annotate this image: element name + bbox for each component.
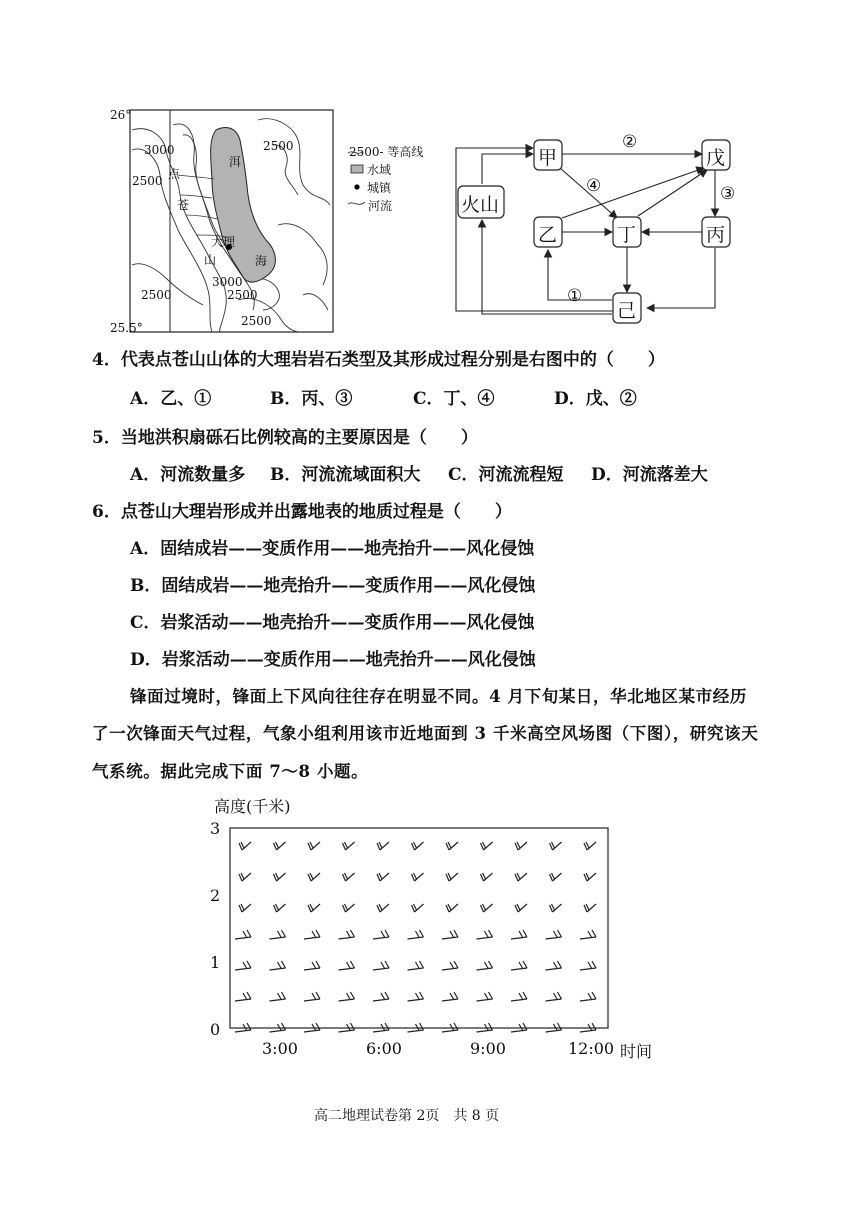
q6-option-c: C．岩浆活动——地壳抬升——变质作用——风化侵蚀 <box>130 613 535 633</box>
process-label-2: ② <box>622 132 638 152</box>
node-ji: 己 <box>617 300 637 322</box>
lat-top-label: 26° <box>110 108 132 122</box>
page-footer: 高二地理试卷第 2页 共 8 页 <box>314 1108 500 1124</box>
node-volcano: 火山 <box>461 194 500 216</box>
node-ding: 丁 <box>617 224 637 246</box>
legend-river: 河流 <box>368 199 393 213</box>
q6-option-a: A．固结成岩——变质作用——地壳抬升——风化侵蚀 <box>130 539 535 559</box>
question-4: 4．代表点苍山山体的大理岩岩石类型及其形成过程分别是右图中的（ ） <box>92 350 665 370</box>
q4-option-a: A．乙、① <box>130 389 212 409</box>
contour-label: 2500 <box>227 288 258 302</box>
place-label: 大理 <box>211 235 236 249</box>
contour-label: 3000 <box>144 143 175 157</box>
y-tick: 3 <box>210 819 221 838</box>
y-tick: 2 <box>210 886 221 905</box>
cycle-arrows <box>456 148 715 314</box>
wind-svg <box>206 792 676 1062</box>
q4-option-b: B．丙、③ <box>270 389 353 409</box>
q6-option-d: D．岩浆活动——变质作用——地壳抬升——风化侵蚀 <box>130 650 536 670</box>
place-label: 海 <box>255 254 268 268</box>
x-tick: 9:00 <box>470 1039 506 1058</box>
node-wu: 戊 <box>706 147 726 169</box>
passage-line-3: 气系统。据此完成下面 7～8 小题。 <box>92 762 369 781</box>
lat-bottom-label: 25.5° <box>110 321 143 335</box>
q5-option-a: A．河流数量多 <box>130 465 246 485</box>
q6-option-b: B．固结成岩——地壳抬升——变质作用——风化侵蚀 <box>130 576 536 596</box>
legend-contour: 2500- 等高线 <box>349 145 424 159</box>
passage-line-2: 了一次锋面天气过程，气象小组利用该市近地面到 3 千米高空风场图（下图），研究该天 <box>92 724 759 743</box>
rock-cycle-diagram <box>452 128 752 328</box>
legend-water: 水域 <box>367 163 392 177</box>
contour-label: 2500 <box>141 288 172 302</box>
q5-option-b: B．河流流域面积大 <box>270 465 421 485</box>
legend-town: 城镇 <box>367 181 392 195</box>
process-label-4: ④ <box>586 176 602 196</box>
x-tick: 12:00 <box>568 1039 615 1058</box>
y-tick: 0 <box>210 1020 221 1039</box>
q4-option-c: C．丁、④ <box>413 389 495 409</box>
wind-chart <box>206 792 676 1062</box>
y-tick: 1 <box>210 953 221 972</box>
q4-option-d: D．戊、② <box>554 389 637 409</box>
topographic-map <box>108 105 438 337</box>
x-tick: 6:00 <box>366 1039 402 1058</box>
place-label: 山 <box>204 253 217 267</box>
contour-label: 2500 <box>132 174 163 188</box>
contour-label: 2500 <box>241 314 272 328</box>
question-5: 5．当地洪积扇砾石比例较高的主要原因是（ ） <box>92 428 478 448</box>
contour-label: 2500 <box>263 139 294 153</box>
place-label: 苍 <box>177 198 190 212</box>
q5-option-c: C．河流流程短 <box>448 465 564 485</box>
node-jia: 甲 <box>538 147 558 169</box>
question-6: 6．点苍山大理岩形成并出露地表的地质过程是（ ） <box>92 502 512 522</box>
x-axis-label: 时间 <box>620 1042 653 1061</box>
y-axis-label: 高度(千米) <box>214 797 291 816</box>
place-label: 洱 <box>229 155 242 169</box>
node-yi: 乙 <box>538 224 558 246</box>
node-bing: 丙 <box>706 224 726 246</box>
x-tick: 3:00 <box>262 1039 298 1058</box>
contour-label: 3000 <box>212 275 243 289</box>
passage-line-1: 锋面过境时，锋面上下风向往往存在明显不同。4 月下旬某日，华北地区某市经历 <box>130 687 747 706</box>
process-label-1: ① <box>567 286 583 306</box>
process-label-3: ③ <box>720 184 736 204</box>
place-label: 点 <box>168 167 181 181</box>
q5-option-d: D．河流落差大 <box>591 465 708 485</box>
